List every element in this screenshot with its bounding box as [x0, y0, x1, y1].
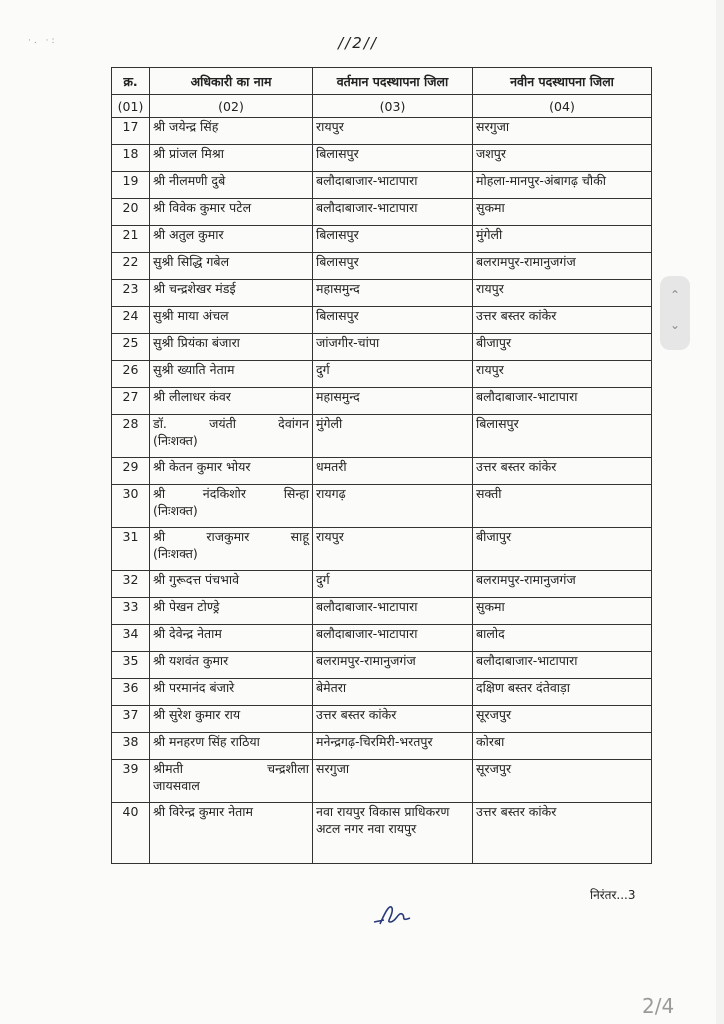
table-row: [112, 679, 652, 706]
officer-name-text: श्री गुरूदत्त पंचभावे: [153, 572, 240, 587]
row-new-district: मुंगेली: [473, 226, 652, 253]
header-current-district: वर्तमान पदस्थापना जिला: [313, 68, 473, 95]
row-officer-name: [150, 415, 313, 458]
row-current-district: महासमुन्द: [313, 388, 473, 415]
row-new-district: उत्तर बस्तर कांकेर: [473, 307, 652, 334]
officer-name-text: सुश्री प्रियंका बंजारा: [153, 335, 240, 350]
table-row: [112, 415, 652, 458]
officer-name-suffix: (निःशक्त): [153, 546, 198, 561]
row-officer-name: [150, 226, 313, 253]
chevron-down-icon[interactable]: ⌄: [669, 318, 681, 332]
page-scroll-control[interactable]: [660, 276, 690, 350]
row-current-district: दुर्ग: [313, 361, 473, 388]
row-officer-name: [150, 485, 313, 528]
row-serial-number: 19: [112, 172, 150, 199]
row-current-district: बलरामपुर-रामानुजगंज: [313, 652, 473, 679]
row-current-district: बिलासपुर: [313, 226, 473, 253]
row-new-district: बालोद: [473, 625, 652, 652]
officer-name-text: श्री चन्द्रशेखर मंडई: [153, 281, 236, 296]
table-row: [112, 253, 652, 280]
row-serial-number: 28: [112, 415, 150, 458]
table-row: [112, 361, 652, 388]
row-serial-number: 36: [112, 679, 150, 706]
row-new-district: जशपुर: [473, 145, 652, 172]
row-current-district: दुर्ग: [313, 571, 473, 598]
row-officer-name: [150, 280, 313, 307]
officer-name-text: डॉ. जयंती देवांगन: [153, 416, 309, 431]
column-number: (03): [313, 95, 473, 118]
column-number: (01): [112, 95, 150, 118]
officer-name-text: श्री नीलमणी दुबे: [153, 173, 226, 188]
row-current-district: रायपुर: [313, 528, 473, 571]
row-new-district: बीजापुर: [473, 334, 652, 361]
table-row: [112, 571, 652, 598]
row-new-district: बीजापुर: [473, 528, 652, 571]
officer-name-text: श्री यशवंत कुमार: [153, 653, 229, 668]
table-row: [112, 625, 652, 652]
row-officer-name: [150, 679, 313, 706]
row-officer-name: [150, 733, 313, 760]
row-officer-name: [150, 145, 313, 172]
row-current-district: धमतरी: [313, 458, 473, 485]
officer-name-text: श्री देवेन्द्र नेताम: [153, 626, 222, 641]
officer-name-suffix: जायसवाल: [153, 778, 200, 793]
table-header-row: [112, 68, 652, 95]
row-current-district: जांजगीर-चांपा: [313, 334, 473, 361]
row-new-district: रायपुर: [473, 280, 652, 307]
officer-name-text: श्री जयेन्द्र सिंह: [153, 119, 219, 134]
table-row: [112, 118, 652, 145]
row-serial-number: 35: [112, 652, 150, 679]
table-row: [112, 733, 652, 760]
row-new-district: बलौदाबाजार-भाटापारा: [473, 652, 652, 679]
row-officer-name: [150, 199, 313, 226]
row-new-district: बलरामपुर-रामानुजगंज: [473, 253, 652, 280]
row-officer-name: [150, 307, 313, 334]
row-current-district: महासमुन्द: [313, 280, 473, 307]
officer-name-text: श्री परमानंद बंजारे: [153, 680, 235, 695]
row-new-district: सुकमा: [473, 199, 652, 226]
header-officer-name: अधिकारी का नाम: [150, 68, 313, 95]
row-new-district: रायपुर: [473, 361, 652, 388]
row-officer-name: [150, 571, 313, 598]
row-serial-number: 24: [112, 307, 150, 334]
column-number: (02): [150, 95, 313, 118]
officer-name-text: श्री केतन कुमार भोयर: [153, 459, 251, 474]
row-officer-name: [150, 760, 313, 803]
row-serial-number: 30: [112, 485, 150, 528]
row-serial-number: 29: [112, 458, 150, 485]
officer-name-text: श्री सुरेश कुमार राय: [153, 707, 241, 722]
officer-name-text: श्री प्रांजल मिश्रा: [153, 146, 224, 161]
row-officer-name: [150, 253, 313, 280]
table-row: [112, 307, 652, 334]
officer-name-suffix: (निःशक्त): [153, 503, 198, 518]
column-number-row: [112, 95, 652, 118]
row-new-district: मोहला-मानपुर-अंबागढ़ चौकी: [473, 172, 652, 199]
row-officer-name: [150, 528, 313, 571]
row-officer-name: [150, 803, 313, 864]
viewer-page-indicator: 2/4: [642, 994, 675, 1018]
row-serial-number: 31: [112, 528, 150, 571]
row-new-district: दक्षिण बस्तर दंतेवाड़ा: [473, 679, 652, 706]
row-serial-number: 26: [112, 361, 150, 388]
row-serial-number: 39: [112, 760, 150, 803]
row-current-district: उत्तर बस्तर कांकेर: [313, 706, 473, 733]
row-officer-name: [150, 388, 313, 415]
row-new-district: बलरामपुर-रामानुजगंज: [473, 571, 652, 598]
transfer-table: [111, 67, 652, 864]
row-current-district: बेमेतरा: [313, 679, 473, 706]
table-row: [112, 652, 652, 679]
row-serial-number: 33: [112, 598, 150, 625]
officer-name-text: श्रीमती चन्द्रशीला: [153, 761, 309, 776]
officer-name-text: श्री विवेक कुमार पटेल: [153, 200, 252, 215]
officer-name-text: श्री पेखन टोण्ड्रे: [153, 599, 220, 614]
row-current-district: नवा रायपुर विकास प्राधिकरण अटल नगर नवा रायपुर: [313, 803, 473, 864]
row-serial-number: 38: [112, 733, 150, 760]
officer-name-text: सुश्री सिद्धि गबेल: [153, 254, 230, 269]
row-serial-number: 34: [112, 625, 150, 652]
officer-name-text: सुश्री माया अंचल: [153, 308, 229, 323]
row-new-district: सूरजपुर: [473, 706, 652, 733]
row-officer-name: [150, 334, 313, 361]
row-new-district: सुकमा: [473, 598, 652, 625]
row-serial-number: 18: [112, 145, 150, 172]
row-current-district: मनेन्द्रगढ़-चिरमिरी-भरतपुर: [313, 733, 473, 760]
row-officer-name: [150, 706, 313, 733]
row-current-district: मुंगेली: [313, 415, 473, 458]
officer-name-text: श्री मनहरण सिंह राठिया: [153, 734, 260, 749]
table-row: [112, 280, 652, 307]
table-row: [112, 458, 652, 485]
row-officer-name: [150, 118, 313, 145]
officer-name-text: श्री नंदकिशोर सिन्हा: [153, 486, 309, 501]
row-new-district: बिलासपुर: [473, 415, 652, 458]
row-current-district: बलौदाबाजार-भाटापारा: [313, 625, 473, 652]
row-officer-name: [150, 625, 313, 652]
header-sno: क्र.: [112, 68, 150, 95]
row-current-district: बिलासपुर: [313, 307, 473, 334]
table-row: [112, 803, 652, 864]
row-current-district: बिलासपुर: [313, 253, 473, 280]
officer-name-text: श्री विरेन्द्र कुमार नेताम: [153, 804, 254, 819]
row-serial-number: 25: [112, 334, 150, 361]
row-serial-number: 23: [112, 280, 150, 307]
row-officer-name: [150, 361, 313, 388]
table-row: [112, 388, 652, 415]
table-row: [112, 760, 652, 803]
row-serial-number: 20: [112, 199, 150, 226]
table-row: [112, 334, 652, 361]
officer-name-text: श्री लीलाधर कंवर: [153, 389, 231, 404]
row-current-district: बलौदाबाजार-भाटापारा: [313, 199, 473, 226]
table-row: [112, 485, 652, 528]
column-number: (04): [473, 95, 652, 118]
continued-note: निरंतर...3: [590, 888, 636, 902]
row-officer-name: [150, 652, 313, 679]
row-new-district: उत्तर बस्तर कांकेर: [473, 803, 652, 864]
officer-name-text: सुश्री ख्याति नेताम: [153, 362, 235, 377]
scan-speck: ·. ·:: [28, 36, 58, 46]
row-new-district: बलौदाबाजार-भाटापारा: [473, 388, 652, 415]
row-officer-name: [150, 172, 313, 199]
row-current-district: सरगुजा: [313, 760, 473, 803]
row-new-district: सरगुजा: [473, 118, 652, 145]
row-serial-number: 37: [112, 706, 150, 733]
chevron-up-icon[interactable]: ⌃: [669, 288, 681, 302]
row-serial-number: 17: [112, 118, 150, 145]
row-new-district: सूरजपुर: [473, 760, 652, 803]
row-new-district: सक्ती: [473, 485, 652, 528]
table-row: [112, 199, 652, 226]
table-row: [112, 528, 652, 571]
page-number: //2//: [338, 34, 378, 52]
row-serial-number: 40: [112, 803, 150, 864]
row-current-district: बिलासपुर: [313, 145, 473, 172]
header-new-district: नवीन पदस्थापना जिला: [473, 68, 652, 95]
row-serial-number: 22: [112, 253, 150, 280]
officer-name-text: श्री अतुल कुमार: [153, 227, 224, 242]
row-serial-number: 32: [112, 571, 150, 598]
row-new-district: उत्तर बस्तर कांकेर: [473, 458, 652, 485]
officer-name-text: श्री राजकुमार साहू: [153, 529, 309, 544]
table-row: [112, 145, 652, 172]
table-row: [112, 706, 652, 733]
row-current-district: बलौदाबाजार-भाटापारा: [313, 598, 473, 625]
signature-icon: [372, 900, 412, 930]
table-row: [112, 172, 652, 199]
row-officer-name: [150, 598, 313, 625]
row-current-district: रायगढ़: [313, 485, 473, 528]
row-new-district: कोरबा: [473, 733, 652, 760]
officer-name-suffix: (निःशक्त): [153, 433, 198, 448]
row-serial-number: 21: [112, 226, 150, 253]
table-row: [112, 226, 652, 253]
row-current-district: रायपुर: [313, 118, 473, 145]
row-current-district: बलौदाबाजार-भाटापारा: [313, 172, 473, 199]
row-officer-name: [150, 458, 313, 485]
row-serial-number: 27: [112, 388, 150, 415]
table-row: [112, 598, 652, 625]
